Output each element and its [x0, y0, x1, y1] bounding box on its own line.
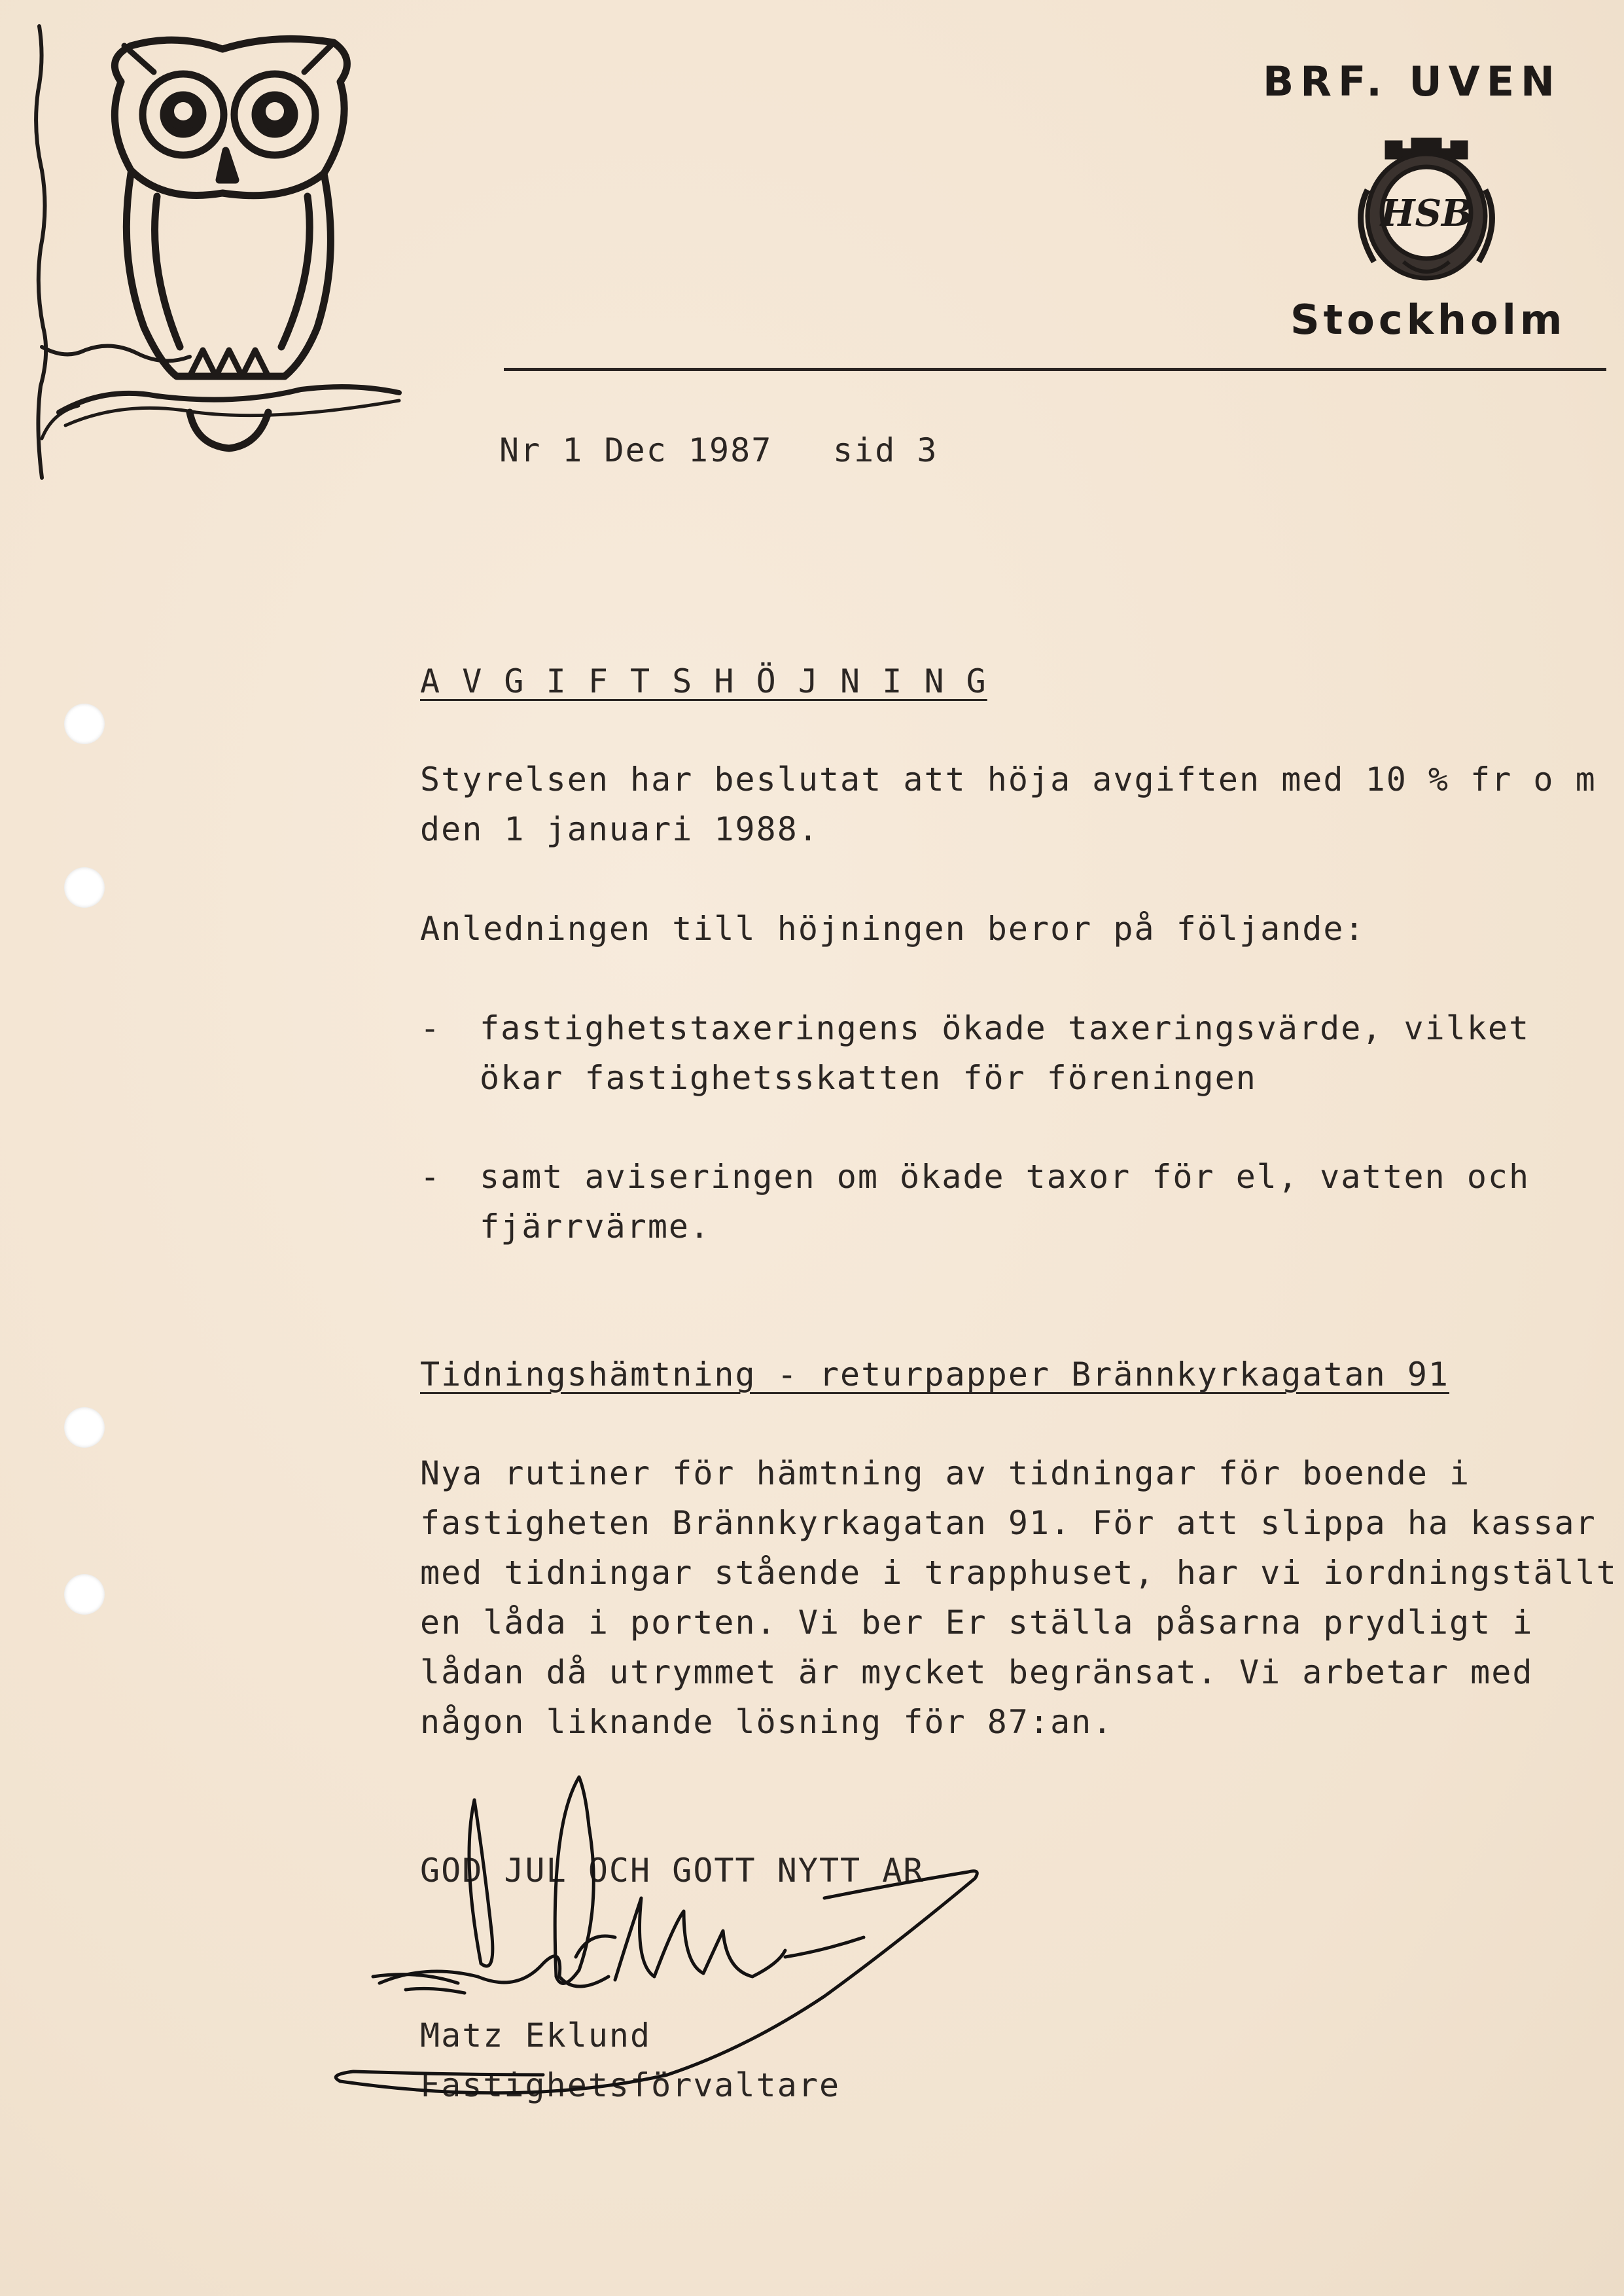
- bullet-line: ökar fastighetsskatten för föreningen: [480, 1059, 1257, 1097]
- paragraph-line: Anledningen till höjningen beror på följande:: [420, 910, 1366, 948]
- section-heading-fee-increase: A V G I F T S H Ö J N I N G: [420, 662, 987, 700]
- greeting: GOD JUL OCH GOTT NYTT AR: [420, 1852, 925, 1890]
- paragraph-line: den 1 januari 1988.: [420, 810, 819, 848]
- city-name: Stockholm: [1290, 296, 1566, 344]
- owl-logo-icon: [26, 20, 419, 491]
- section-heading-newspaper-pickup: Tidningshämtning - returpapper Brännkyrkagatan 91: [420, 1355, 1450, 1393]
- punch-hole: [64, 1574, 105, 1615]
- bullet-line: samt aviseringen om ökade taxor för el, vatten och: [480, 1158, 1530, 1196]
- header-divider: [504, 368, 1606, 371]
- bullet-dash: -: [420, 1009, 442, 1047]
- signer-title: Fastighetsförvaltare: [420, 2066, 841, 2104]
- paragraph-line: med tidningar stående i trapphuset, har vi iordningställt: [420, 1554, 1617, 1592]
- hsb-emblem-icon: [1348, 131, 1505, 295]
- bullet-line: fjärrvärme.: [480, 1208, 711, 1246]
- issue-number: Nr 1 Dec 1987: [499, 431, 773, 469]
- bullet-dash: -: [420, 1158, 442, 1196]
- paragraph-line: någon liknande lösning för 87:an.: [420, 1703, 1114, 1741]
- signer-name: Matz Eklund: [420, 2017, 652, 2054]
- org-name: BRF. UVEN: [1263, 58, 1561, 105]
- punch-hole: [64, 704, 105, 744]
- punch-hole: [64, 1407, 105, 1448]
- bullet-line: fastighetstaxeringens ökade taxeringsvärde, vilket: [480, 1009, 1530, 1047]
- paragraph-line: lådan då utrymmet är mycket begränsat. Vi arbetar med: [420, 1653, 1534, 1691]
- paragraph-line: en låda i porten. Vi ber Er ställa påsarna prydligt i: [420, 1604, 1534, 1641]
- paragraph-line: fastigheten Brännkyrkagatan 91. För att slippa ha kassar: [420, 1504, 1597, 1542]
- page-number: sid 3: [833, 431, 938, 469]
- handwritten-signature-icon: [327, 1767, 1112, 2108]
- paragraph-line: Nya rutiner för hämtning av tidningar för boende i: [420, 1454, 1471, 1492]
- paragraph-line: Styrelsen har beslutat att höja avgiften med 10 % fr o m: [420, 761, 1597, 798]
- punch-hole: [64, 867, 105, 908]
- hsb-emblem-text: HSB: [1380, 192, 1473, 235]
